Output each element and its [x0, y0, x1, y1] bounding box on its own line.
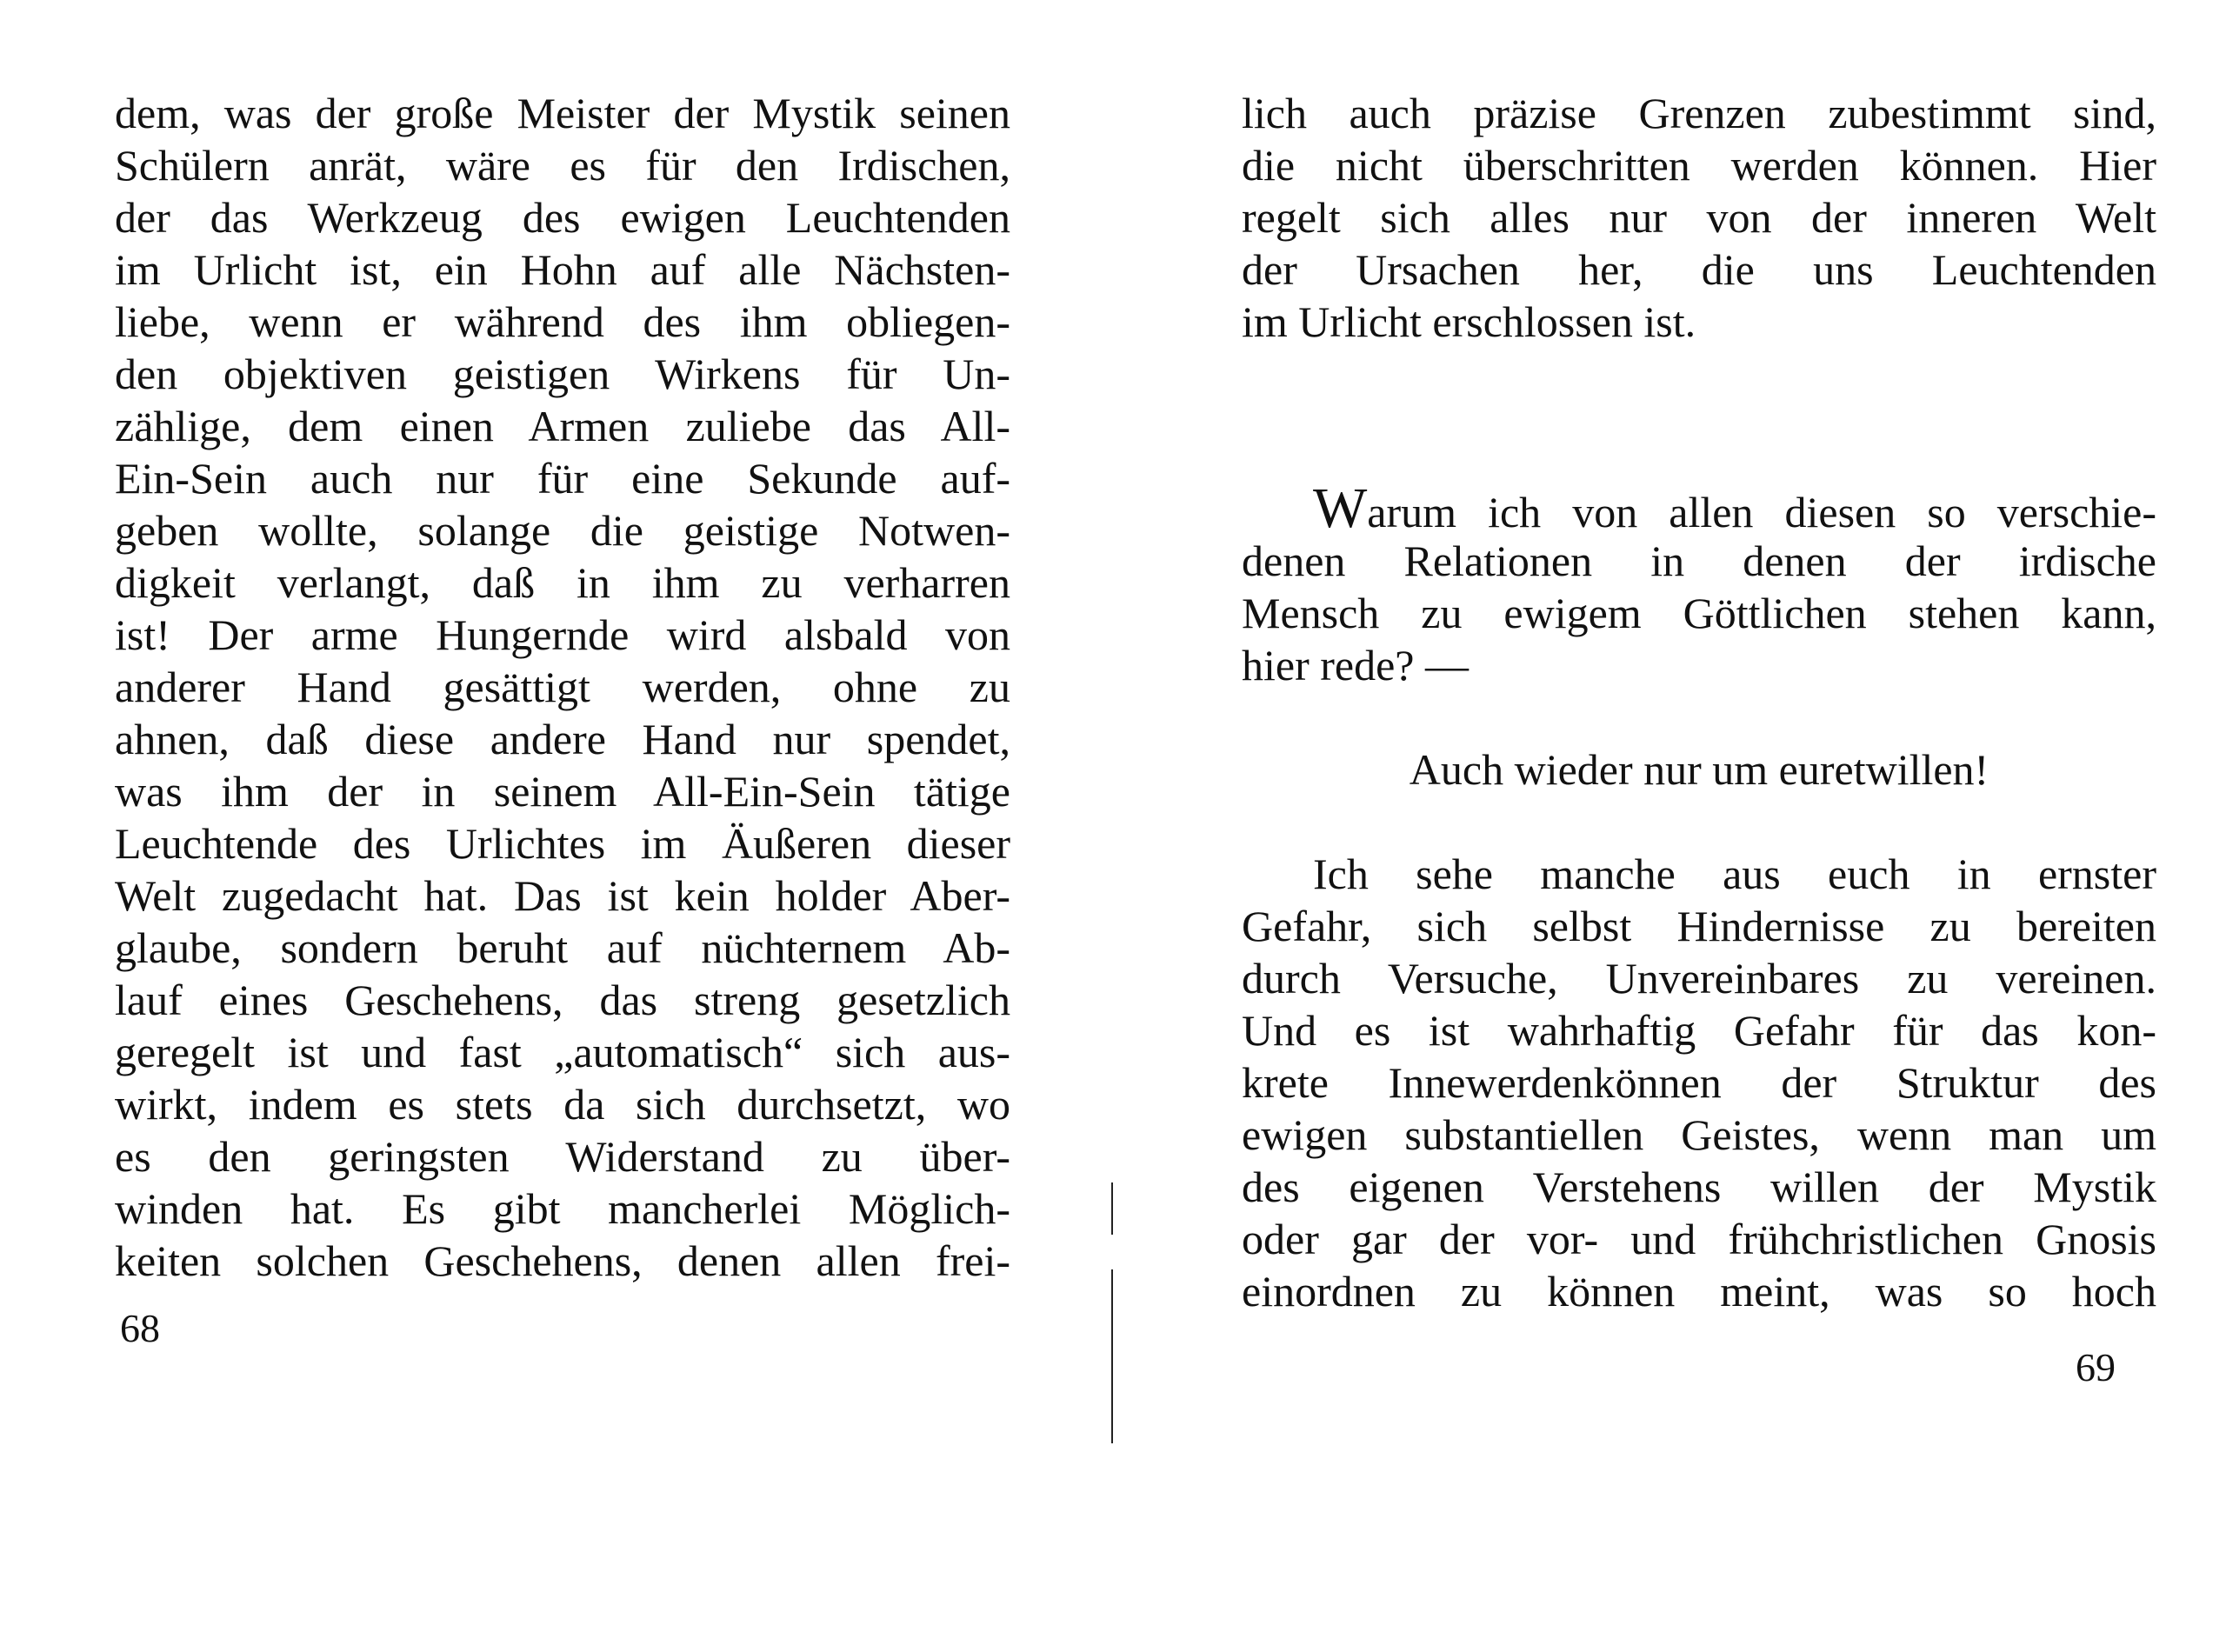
drop-cap: W: [1313, 476, 1368, 540]
text-line: ahnen, daß diese andere Hand nur spendet,: [115, 715, 1010, 763]
text-line: dem, was der große Meister der Mystik seinen: [115, 89, 1010, 137]
text-line: Schülern anrät, wäre es für den Irdischen,: [115, 141, 1010, 190]
text-line: ist! Der arme Hungernde wird alsbald von: [115, 610, 1010, 659]
text-line: hier rede? —: [1242, 641, 1469, 689]
text-line: oder gar der vor- und frühchristlichen Gnosis: [1242, 1215, 2156, 1263]
text-line: des eigenen Verstehens willen der Mystik: [1242, 1162, 2156, 1211]
right-page: [1113, 0, 2226, 1652]
text-line: Ein-Sein auch nur für eine Sekunde auf-: [115, 454, 1010, 503]
text-line: zählige, dem einen Armen zuliebe das All-: [115, 402, 1010, 450]
text-run: arum ich von allen diesen so verschie-: [1367, 488, 2156, 536]
text-line: liebe, wenn er während des ihm obliegen-: [115, 297, 1010, 346]
text-line: denen Relationen in denen der irdische: [1242, 536, 2156, 585]
text-line: keiten solchen Geschehens, denen allen frei-: [115, 1236, 1010, 1285]
text-line: Mensch zu ewigem Göttlichen stehen kann,: [1242, 589, 2156, 637]
text-line: geregelt ist und fast „automatisch“ sich aus-: [115, 1028, 1010, 1076]
page-number: 69: [2076, 1345, 2116, 1389]
text-line: im Urlicht erschlossen ist.: [1242, 297, 1696, 346]
text-line: Gefahr, sich selbst Hindernisse zu bereiten: [1242, 902, 2156, 950]
text-line: lauf eines Geschehens, das streng gesetzlich: [115, 976, 1010, 1024]
text-line: Welt zugedacht hat. Das ist kein holder Aber-: [115, 871, 1010, 920]
text-line: [1242, 476, 2156, 540]
text-line: krete Innewerdenkönnen der Struktur des: [1242, 1058, 2156, 1107]
page-number: 68: [120, 1306, 160, 1350]
text-line: durch Versuche, Unvereinbares zu vereinen.: [1242, 954, 2156, 1003]
text-line: ewigen substantiellen Geistes, wenn man um: [1242, 1110, 2156, 1159]
text-line: es den geringsten Widerstand zu über-: [115, 1132, 1010, 1181]
text-line: Und es ist wahrhaftig Gefahr für das kon-: [1242, 1006, 2156, 1055]
text-line: den objektiven geistigen Wirkens für Un-: [115, 350, 1010, 398]
text-line: digkeit verlangt, daß in ihm zu verharren: [115, 558, 1010, 607]
text-line: Ich sehe manche aus euch in ernster: [1313, 849, 2156, 898]
text-line: der Ursachen her, die uns Leuchtenden: [1242, 245, 2156, 294]
text-line: im Urlicht ist, ein Hohn auf alle Nächsten-: [115, 245, 1010, 294]
text-line: wirkt, indem es stets da sich durchsetzt, wo: [115, 1080, 1010, 1129]
text-line: winden hat. Es gibt mancherlei Möglich-: [115, 1184, 1010, 1233]
text-line: Leuchtende des Urlichtes im Äußeren dieser: [115, 819, 1010, 868]
text-line: lich auch präzise Grenzen zubestimmt sind,: [1242, 89, 2156, 137]
text-line: anderer Hand gesättigt werden, ohne zu: [115, 663, 1010, 711]
text-line: geben wollte, solange die geistige Notwen-: [115, 506, 1010, 555]
text-line: was ihm der in seinem All-Ein-Sein tätige: [115, 767, 1010, 816]
centered-line: Auch wieder nur um euretwillen!: [1409, 745, 1989, 794]
text-line: die nicht überschritten werden können. Hier: [1242, 141, 2156, 190]
text-line: einordnen zu können meint, was so hoch: [1242, 1267, 2156, 1316]
text-line: glaube, sondern beruht auf nüchternem Ab-: [115, 923, 1010, 972]
text-line: regelt sich alles nur von der inneren Welt: [1242, 193, 2156, 242]
text-line: der das Werkzeug des ewigen Leuchtenden: [115, 193, 1010, 242]
